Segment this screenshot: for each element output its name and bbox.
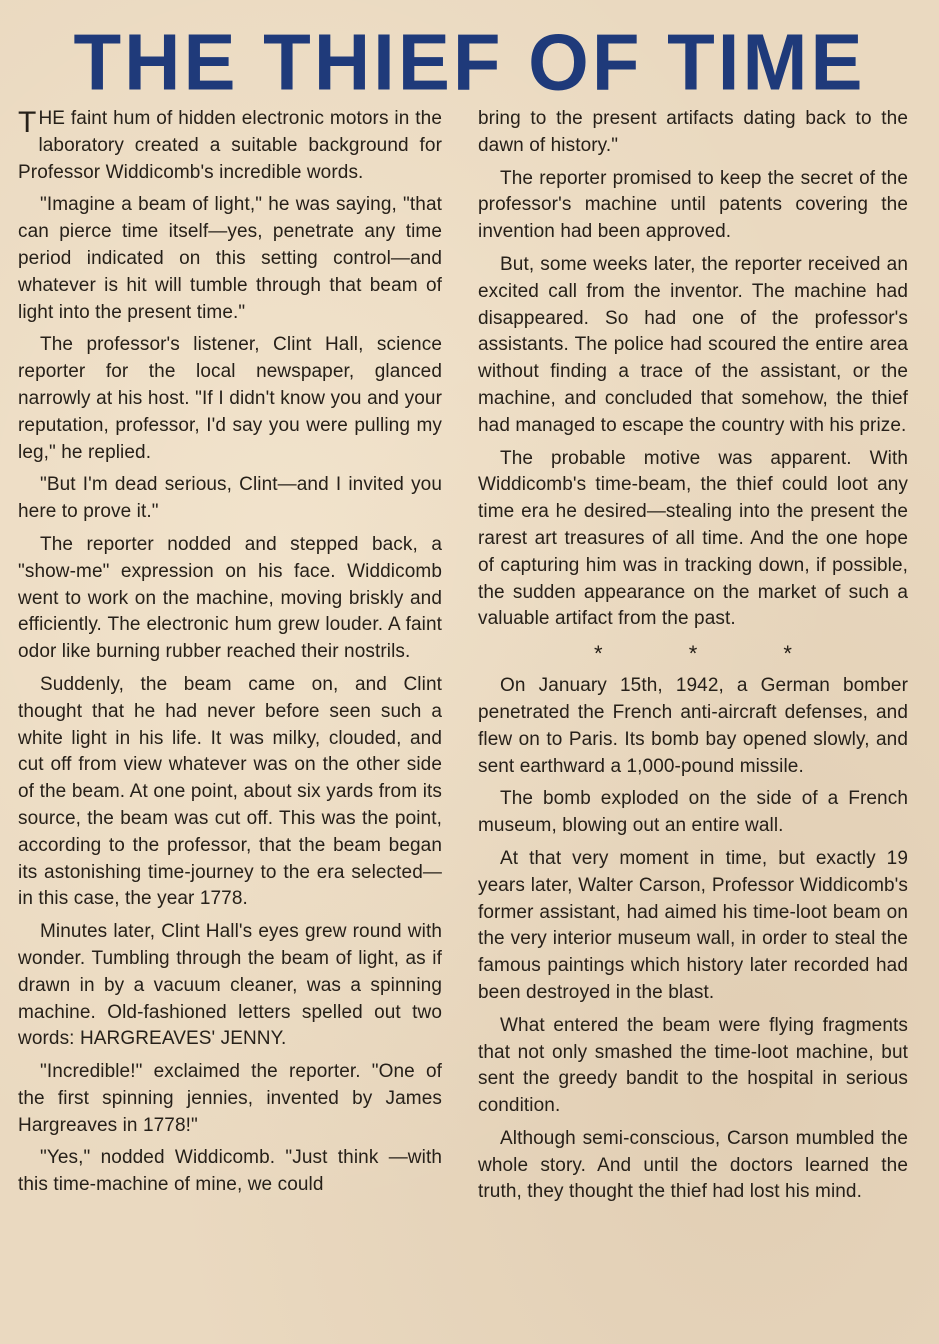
paragraph: "But I'm dead serious, Clint—and I invited you here to prove it." bbox=[18, 474, 442, 523]
section-separator: * * * bbox=[594, 641, 832, 667]
paragraph: "Imagine a beam of light," he was saying, "that can pierce time itself—yes, penetrate any time period indicated on this setting control—and whatever is hit will tumble through that beam of light into the present time." bbox=[18, 194, 442, 323]
paragraph: Suddenly, the beam came on, and Clint thought that he had never before seen such a white light in his life. It was milky, clouded, and cut off from view whatever was on the other side of the beam. At one point, about six yards from its source, the beam was cut off. This was the point, according to the professor, that the beam began its astonishing time-journey to the era selected—in this case, the year 1778. bbox=[18, 673, 442, 910]
left-column bbox=[18, 106, 442, 1205]
paragraph: "Yes," nodded Widdicomb. "Just think —with this time-machine of mine, we could bbox=[18, 1147, 442, 1196]
paragraph-opening bbox=[18, 106, 442, 186]
paragraph-continued: bring to the present artifacts dating back to the dawn of history." bbox=[478, 108, 908, 156]
drop-cap: T bbox=[18, 106, 37, 139]
paragraph: Although semi-conscious, Carson mumbled the whole story. And until the doctors learned the truth, they thought the thief had lost his mind. bbox=[478, 1127, 908, 1203]
paragraph: Minutes later, Clint Hall's eyes grew round with wonder. Tumbling through the beam of light, as if drawn in by a vacuum cleaner, was a spinning machine. Old-fashioned letters spelled out two words: HARGREAVES' JENNY. bbox=[18, 921, 442, 1050]
paragraph: At that very moment in time, but exactly 19 years later, Walter Carson, Professor Widdicomb's former assistant, had aimed his time-loot beam on the very interior museum wall, in order to steal the famous paintings which history later recorded had been destroyed in the blast. bbox=[478, 847, 908, 1003]
paragraph: "Incredible!" exclaimed the reporter. "One of the first spinning jennies, invented by James Hargreaves in 1778!" bbox=[18, 1061, 442, 1136]
paragraph: The probable motive was apparent. With Widdicomb's time-beam, the thief could loot any time era he desired—stealing into the present the rarest art treasures of all time. And the one hope of capturing him was in tracking down, if possible, the sudden appearance on the market of such a valuable artifact from the past. bbox=[478, 447, 908, 630]
paragraph: On January 15th, 1942, a German bomber penetrated the French anti-aircraft defenses, and flew on to Paris. Its bomb bay opened slowly, and sent earthward a 1,000-pound missile. bbox=[478, 675, 908, 777]
story-title: THE THIEF OF TIME bbox=[73, 17, 866, 107]
paragraph: But, some weeks later, the reporter received an excited call from the inventor. The machine had disappeared. So had one of the professor's assistants. The police had scoured the entire area without finding a trace of the assistant, or the machine, and concluded that somehow, the thief had managed to escape the country with his prize. bbox=[478, 253, 908, 436]
paragraph: The professor's listener, Clint Hall, science reporter for the local newspaper, glanced narrowly at his host. "If I didn't know you and your reputation, professor, I'd say you were pulling my leg," he replied. bbox=[18, 334, 442, 463]
paragraph: The reporter promised to keep the secret of the professor's machine until patents covering the invention had been approved. bbox=[478, 167, 908, 243]
paragraph: The bomb exploded on the side of a French museum, blowing out an entire wall. bbox=[478, 788, 908, 837]
right-column bbox=[478, 106, 908, 1212]
paragraph: The reporter nodded and stepped back, a "show-me" expression on his face. Widdicomb went to work on the machine, moving briskly and efficiently. The electronic hum grew louder. A faint odor like burning rubber reached their nostrils. bbox=[18, 533, 442, 663]
opening-text: HE faint hum of hidden electronic motors in the laboratory created a suitable background for Professor Widdicomb's incredible words. bbox=[18, 108, 442, 183]
paragraph: What entered the beam were flying fragments that not only smashed the time-loot machine, but sent the greedy bandit to the hospital in serious condition. bbox=[478, 1014, 908, 1117]
